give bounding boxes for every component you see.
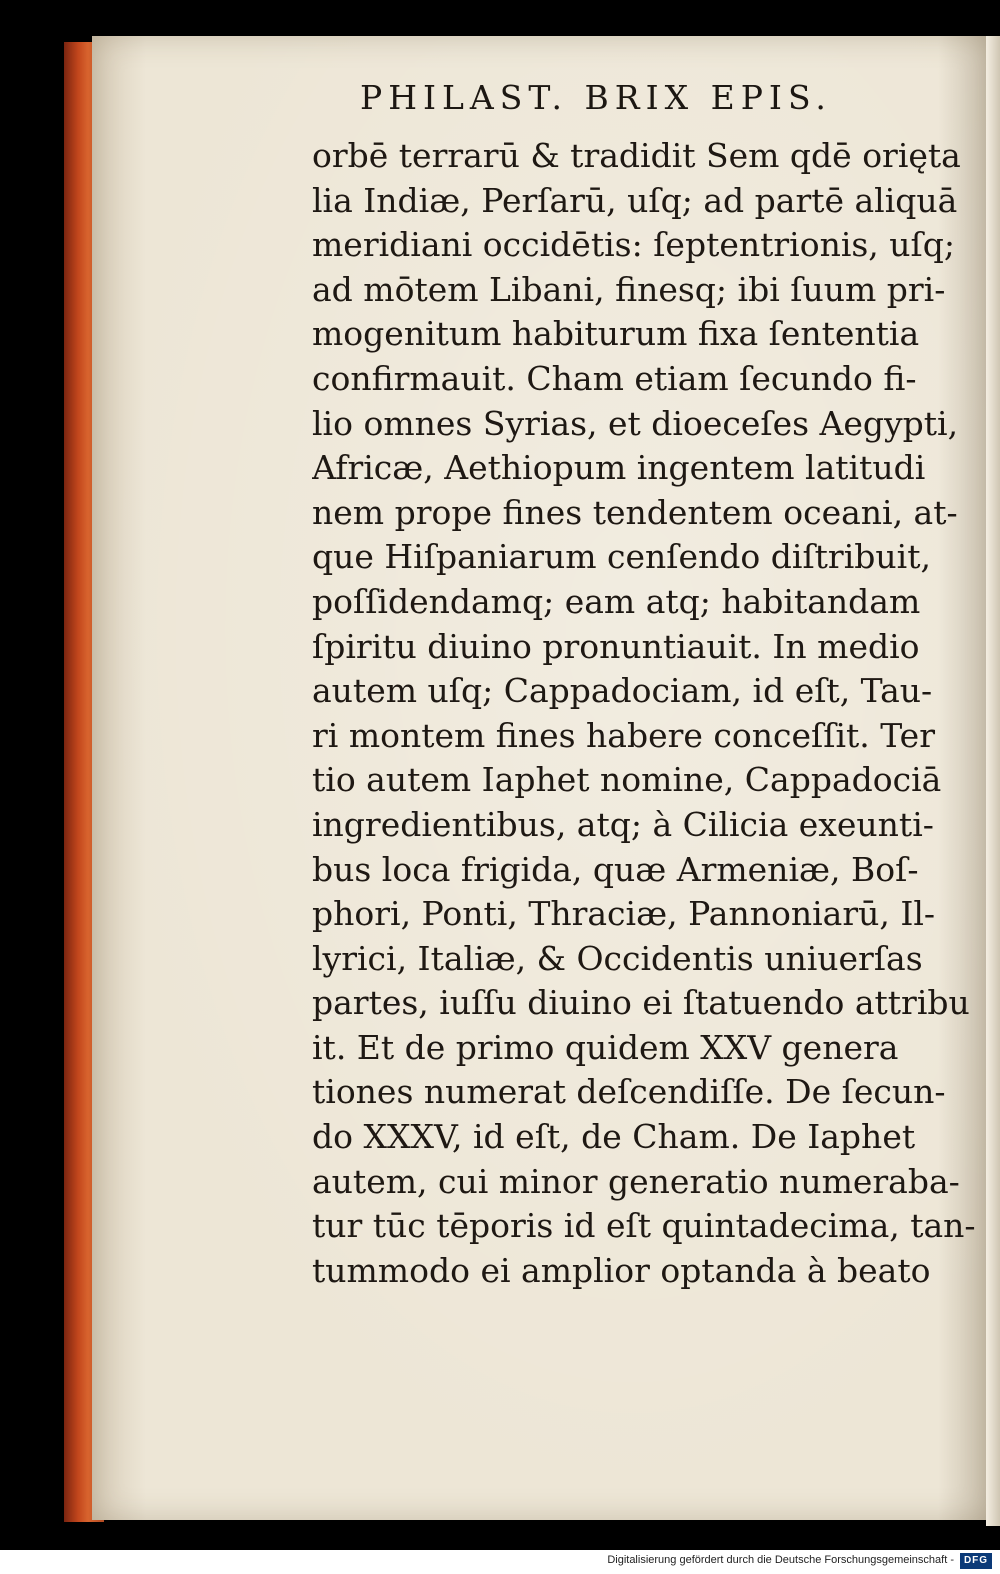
text-line: bus loca frigida, quæ Armeniæ, Boſ- <box>312 849 919 889</box>
text-line: nem prope fines tendentem oceani, at- <box>312 492 958 532</box>
text-line: que Hiſpaniarum cenſendo diſtribuit, <box>312 537 931 577</box>
text-line: lyrici, Italiæ, & Occidentis uniuerſas <box>312 938 923 978</box>
text-line: tiones numerat deſcendiſſe. De ſecun- <box>312 1072 946 1112</box>
text-line: ri montem fines habere conceſſit. Ter <box>312 715 935 755</box>
text-line: autem uſq; Cappadociam, id eſt, Tau- <box>312 671 933 711</box>
text-line: poſſidendamq; eam atq; habitandam <box>312 581 921 621</box>
text-line: phori, Ponti, Thraciæ, Pannoniarū, Il- <box>312 894 936 934</box>
text-line: tummodo ei amplior optanda à beato <box>312 1250 931 1290</box>
text-line: orbē terrarū & tradidit Sem qdē orięta <box>312 136 961 175</box>
text-line: autem, cui minor generatio numeraba- <box>312 1161 960 1201</box>
funding-credit: Digitalisierung gefördert durch die Deutsche Forschungsgemeinschaft - <box>607 1554 954 1566</box>
text-line: tur tūc tēporis id eſt quintadecima, tan- <box>312 1206 976 1246</box>
text-line: it. Et de primo quidem XXV genera <box>312 1027 899 1067</box>
text-line: confirmauit. Cham etiam ſecundo fi- <box>312 358 917 398</box>
text-line: ad mōtem Libani, finesq; ibi ſuum pri- <box>312 269 946 309</box>
running-head: PHILAST. BRIX EPIS. <box>360 78 832 117</box>
text-line: lia Indiæ, Perſarū, uſq; ad partē aliquā <box>312 180 958 220</box>
text-line: do XXXV, id eſt, de Cham. De Iaphet <box>312 1117 916 1157</box>
text-line: ingredientibus, atq; à Cilicia exeunti- <box>312 804 934 844</box>
text-line: Africæ, Aethiopum ingentem latitudi <box>312 448 926 488</box>
text-line: meridiani occidētis: ſeptentrionis, uſq; <box>312 225 956 265</box>
dfg-logo-icon: DFG <box>960 1553 992 1569</box>
footer-bar <box>0 1550 1000 1574</box>
text-line: partes, iuſſu diuino ei ſtatuendo attribu <box>312 983 970 1023</box>
text-line: lio omnes Syrias, et dioeceſes Aegypti, <box>312 403 959 443</box>
text-line: tio autem Iaphet nomine, Cappadociā <box>312 760 942 800</box>
body-text <box>312 134 977 1293</box>
page-right-edge <box>986 36 1000 1526</box>
text-line: mogenitum habiturum fixa ſententia <box>312 314 920 354</box>
text-line: ſpiritu diuino pronuntiauit. In medio <box>312 626 920 666</box>
